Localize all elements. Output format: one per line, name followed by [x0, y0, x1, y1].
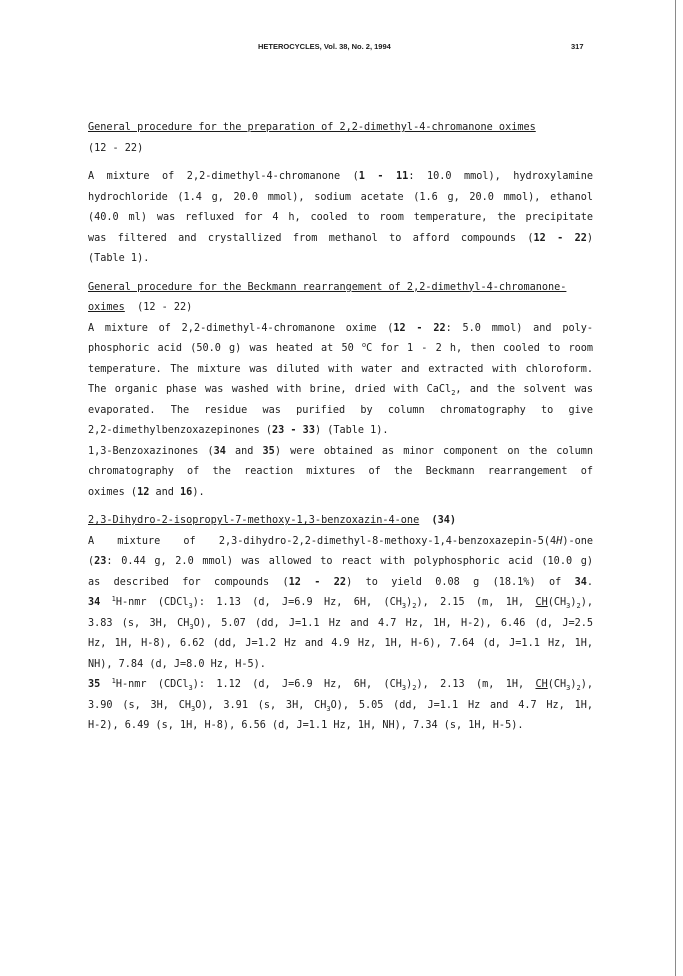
nmr-34-line: 3.83 (s, 3H, $CH_3O$), 5.07 (dd, J=1.1 Hz and 4.7 Hz, 1H, H-2), 6.46 (d, J=2.5	[88, 617, 593, 631]
nmr-34-line: Hz, 1H, H-8), 6.62 (dd, J=1.2 Hz and 4.9 Hz, 1H, H-6), 7.64 (d, J=1.1 Hz, 1H,	[88, 638, 593, 649]
paragraph-line: evaporated. The residue was purified by column chromatography to give	[88, 404, 593, 416]
paragraph-line: chromatography of the reaction mixtures of the Beckmann rearrangement of	[88, 466, 593, 477]
heading-compound-range: (12 - 22)	[88, 142, 144, 154]
paragraph-line: oximes (12 and 16).	[88, 486, 205, 498]
paragraph-line: The organic phase was washed with brine, dried with CaCl$_2$, and the solvent was	[88, 384, 593, 397]
section-heading-beckmann-cont: oximes (12 - 22)	[88, 302, 193, 313]
paragraph-line: phosphoric acid (50.0 g) was heated at 50 $^o$C for 1 - 2 h, then cooled to room	[88, 341, 593, 354]
page-edge-line	[675, 0, 676, 976]
nmr-35-line: H-2), 6.49 (s, 1H, H-8), 6.56 (d, J=1.1 Hz, 1H, NH), 7.34 (s, 1H, H-5).	[88, 720, 524, 731]
section-heading-oximes	[88, 118, 593, 139]
article-body	[88, 118, 593, 737]
paragraph-line: (Table 1).	[88, 253, 150, 264]
paragraph-line: 2,2-dimethylbenzoxazepinones (23 - 33) (Table 1).	[88, 425, 389, 436]
nmr-35-line: 35 $^1$H-nmr (CDCl$_3$): 1.12 (d, J=6.9 Hz, 6H, $(CH_3)_2$), 2.13 (m, 1H, $CH(CH_3)_2$),	[88, 677, 594, 692]
paragraph-line: A mixture of 2,2-dimethyl-4-chromanone (1 - 11: 10.0 mmol), hydroxylamine	[88, 171, 593, 182]
heading-text: 2,3-Dihydro-2-isopropyl-7-methoxy-1,3-benzoxazin-4-one	[88, 515, 420, 526]
section-heading-oximes-cont	[88, 139, 593, 160]
paragraph-line: (40.0 ml) was refluxed for 4 h, cooled to room temperature, the precipitate	[88, 212, 593, 223]
page-number: 317	[571, 42, 584, 51]
paragraph-line: A mixture of 2,2-dimethyl-4-chromanone oxime (12 - 22: 5.0 mmol) and poly-	[88, 322, 593, 334]
journal-citation: HETEROCYCLES, Vol. 38, No. 2, 1994	[258, 42, 391, 51]
heading-text: General procedure for the Beckmann rearrangement of 2,2-dimethyl-4-chromanone-	[88, 281, 567, 293]
nmr-35-line: 3.90 (s, 3H, $CH_3O$), 3.91 (s, 3H, $CH_3O$), 5.05 (dd, J=1.1 Hz and 4.7 Hz, 1H,	[88, 699, 593, 713]
nmr-34-line: 34 $^1$H-nmr (CDCl$_3$): 1.13 (d, J=6.9 Hz, 6H, $(CH_3)_2$), 2.15 (m, 1H, $CH(CH_3)_2$),	[88, 595, 594, 610]
section-heading-compound-34: 2,3-Dihydro-2-isopropyl-7-methoxy-1,3-benzoxazin-4-one (34)	[88, 515, 457, 526]
paragraph-line: 1,3-Benzoxazinones (34 and 35) were obtained as minor component on the column	[88, 445, 594, 457]
paragraph-line: A mixture of 2,3-dihydro-2,2-dimethyl-8-methoxy-1,4-benzoxazepin-5(4H)-one	[88, 535, 593, 547]
paragraph-line: was filtered and crystallized from methanol to afford compounds (12 - 22)	[88, 232, 593, 244]
running-header	[0, 42, 683, 56]
paragraph-line: hydrochloride (1.4 g, 20.0 mmol), sodium acetate (1.6 g, 20.0 mmol), ethanol	[88, 191, 593, 203]
section-heading-beckmann	[88, 278, 593, 299]
paragraph-line: (23: 0.44 g, 2.0 mmol) was allowed to react with polyphosphoric acid (10.0 g)	[88, 556, 593, 567]
heading-text: General procedure for the preparation of 2,2-dimethyl-4-chromanone oximes	[88, 122, 536, 133]
paragraph-line: temperature. The mixture was diluted with water and extracted with chloroform.	[88, 363, 593, 375]
paragraph-line: as described for compounds (12 - 22) to yield 0.08 g (18.1%) of 34.	[88, 576, 593, 588]
nmr-34-line: NH), 7.84 (d, J=8.0 Hz, H-5).	[88, 658, 266, 670]
